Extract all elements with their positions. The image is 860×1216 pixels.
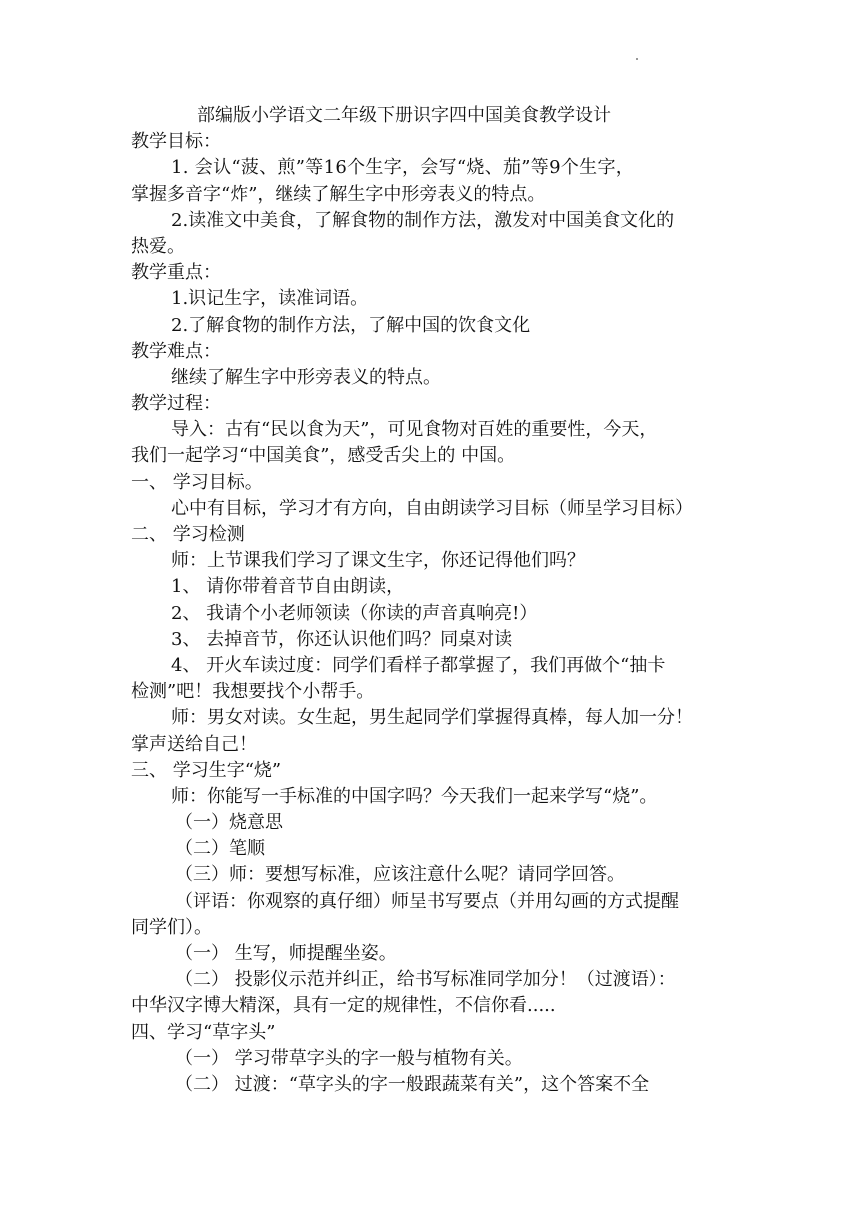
paragraph: 1. 会认“菠、煎”等16个生字，会写“烧、茄”等9个生字， xyxy=(171,157,635,179)
section-heading: 一、 学习目标。 xyxy=(131,471,263,493)
list-item: （一）烧意思 xyxy=(175,812,283,834)
list-item: （三）师：要想写标准，应该注意什么呢？请同学回答。 xyxy=(175,864,625,886)
paragraph: 心中有目标，学习才有方向，自由朗读学习目标（师呈学习目标） xyxy=(171,497,693,519)
section-heading: 二、 学习检测 xyxy=(131,524,245,545)
paragraph: 师：上节课我们学习了课文生字，你还记得他们吗？ xyxy=(171,550,585,572)
list-item: （一） 生写，师提醒坐姿。 xyxy=(175,943,397,964)
document-title: 部编版小学语文二年级下册识字四中国美食教学设计 xyxy=(197,105,611,126)
heading-objectives: 教学目标： xyxy=(131,131,221,153)
paragraph: 掌握多音字“炸”，继续了解生字中形旁表义的特点。 xyxy=(131,183,546,205)
paragraph: 师：男女对读。女生起，男生起同学们掌握得真棒，每人加一分！ xyxy=(171,707,693,729)
heading-difficulties: 教学难点： xyxy=(131,340,221,362)
list-item: 4、 开火车读过度：同学们看样子都掌握了，我们再做个“抽卡 xyxy=(171,654,666,676)
paragraph: 继续了解生字中形旁表义的特点。 xyxy=(171,366,441,388)
list-item: （二） 过渡：“草字头的字一般跟蔬菜有关”，这个答案不全 xyxy=(175,1073,650,1095)
paragraph: 2.了解食物的制作方法，了解中国的饮食文化 xyxy=(171,314,531,336)
page-mark xyxy=(636,58,638,60)
paragraph: 掌声送给自己！ xyxy=(131,733,257,755)
heading-process: 教学过程： xyxy=(131,393,221,415)
paragraph: 1.识记生字，读准词语。 xyxy=(171,288,369,310)
paragraph: 中华汉字博大精深，具有一定的规律性，不信你看..... xyxy=(131,995,556,1017)
section-heading: 三、 学习生字“烧” xyxy=(131,759,282,781)
lesson-plan-body xyxy=(131,103,731,1098)
paragraph: 师：你能写一手标准的中国字吗？今天我们一起来学写“烧”。 xyxy=(171,785,658,807)
list-item: （一） 学习带草字头的字一般与植物有关。 xyxy=(175,1047,523,1069)
list-item: 1、 请你带着音节自由朗读， xyxy=(171,576,405,598)
list-item: （二） 投影仪示范并纠正，给书写标准同学加分！（过渡语）： xyxy=(175,969,676,991)
heading-key-points: 教学重点： xyxy=(131,262,221,284)
list-item: （二）笔顺 xyxy=(175,838,265,860)
list-item: 3、 去掉音节，你还认识他们吗？同桌对读 xyxy=(171,628,513,650)
paragraph: 我们一起学习“中国美食”，感受舌尖上的 中国。 xyxy=(131,445,516,467)
paragraph: 同学们）。 xyxy=(131,916,212,938)
section-heading: 四、学习“草字头” xyxy=(131,1021,276,1043)
paragraph: （评语：你观察的真仔细）师呈书写要点（并用勾画的方式提醒 xyxy=(175,890,679,912)
paragraph: 导入：古有“民以食为天”，可见食物对百姓的重要性，今天， xyxy=(171,419,658,441)
paragraph: 检测”吧！我想要找个小帮手。 xyxy=(131,681,375,703)
paragraph: 2.读准文中美食，了解食物的制作方法，激发对中国美食文化的 xyxy=(171,209,675,231)
list-item: 2、 我请个小老师领读（你读的声音真响亮!） xyxy=(171,602,538,624)
paragraph: 热爱。 xyxy=(131,235,185,257)
